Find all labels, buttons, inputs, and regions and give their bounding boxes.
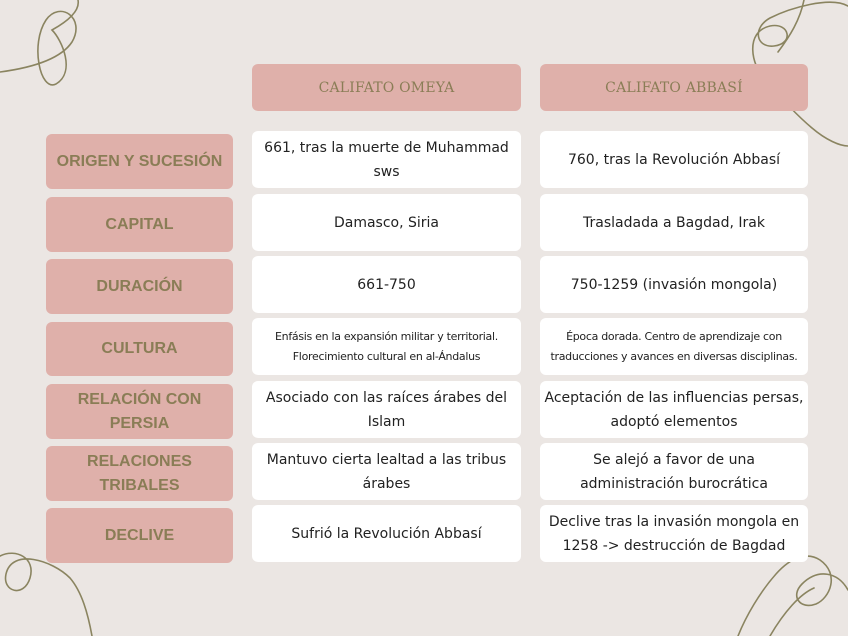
cell-abbasi-declive: Declive tras la invasión mongola en 1258 -> destrucción de Bagdad [540,505,808,562]
cell-abbasi-relaciones-tribales: Se alejó a favor de una administración burocrática [540,443,808,500]
cell-omeya-relacion-persia: Asociado con las raíces árabes del Islam [252,381,521,438]
header-califato-omeya: CALIFATO OMEYA [252,64,521,111]
swirl-top-left [0,0,78,85]
swirl-bottom-right [738,556,848,636]
row-label-origen: ORIGEN Y SUCESIÓN [46,134,233,189]
swirl-bottom-left [0,553,92,636]
row-label-relacion-persia: RELACIÓN CON PERSIA [46,384,233,439]
row-label-declive: DECLIVE [46,508,233,563]
row-label-relaciones-tribales: RELACIONES TRIBALES [46,446,233,501]
cell-abbasi-capital: Trasladada a Bagdad, Irak [540,194,808,251]
cell-omeya-declive: Sufrió la Revolución Abbasí [252,505,521,562]
cell-omeya-relaciones-tribales: Mantuvo cierta lealtad a las tribus árabes [252,443,521,500]
cell-abbasi-cultura: Época dorada. Centro de aprendizaje con traducciones y avances en diversas disciplinas. [540,318,808,375]
row-label-cultura: CULTURA [46,322,233,376]
cell-omeya-cultura: Enfásis en la expansión militar y territorial. Florecimiento cultural en al-Ándalus [252,318,521,375]
swirl-top-right-inner [778,0,804,52]
row-label-duracion: DURACIÓN [46,259,233,314]
cell-omeya-duracion: 661-750 [252,256,521,313]
cell-abbasi-duracion: 750-1259 (invasión mongola) [540,256,808,313]
cell-omeya-capital: Damasco, Siria [252,194,521,251]
cell-abbasi-origen: 760, tras la Revolución Abbasí [540,131,808,188]
row-label-capital: CAPITAL [46,197,233,252]
header-califato-abbasi: CALIFATO ABBASÍ [540,64,808,111]
cell-abbasi-relacion-persia: Aceptación de las influencias persas, adoptó elementos [540,381,808,438]
cell-omeya-origen: 661, tras la muerte de Muhammad sws [252,131,521,188]
swirl-bottom-right-inner [770,588,814,636]
